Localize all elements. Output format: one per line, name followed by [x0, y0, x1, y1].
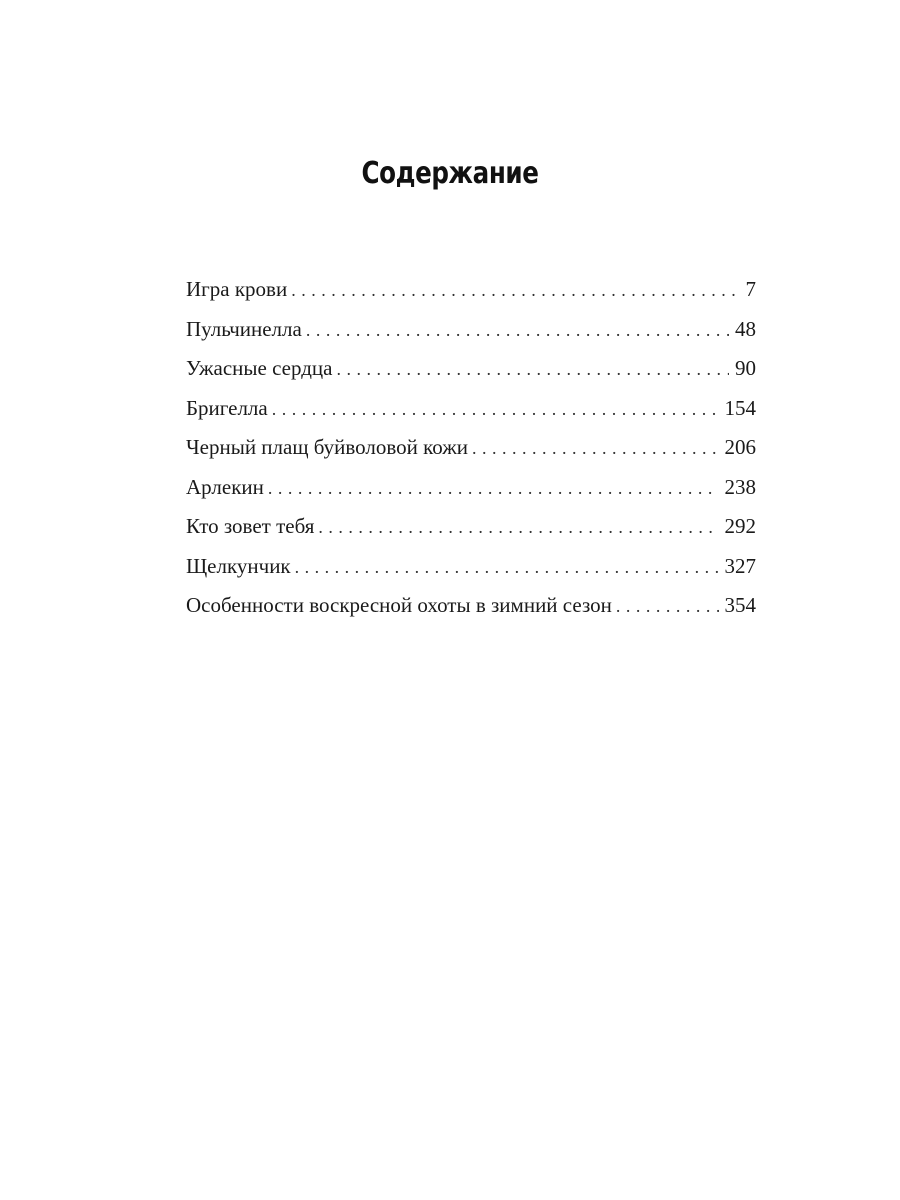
toc-entry — [186, 547, 756, 587]
toc-entry-page: 48 — [735, 316, 756, 341]
toc-entry-page: 238 — [724, 474, 756, 499]
toc-entry-title: Кто зовет тебя — [186, 514, 315, 538]
toc-entry-page: 327 — [724, 553, 756, 578]
toc-entry-title: Щелкунчик — [186, 553, 291, 578]
dot-leader — [291, 271, 739, 311]
table-of-contents — [186, 270, 756, 626]
toc-entry-title: Особенности воскресной охоты в зимний сезон — [186, 593, 612, 617]
toc-entry — [186, 428, 756, 468]
toc-entry — [186, 507, 756, 547]
toc-entry-title: Арлекин — [186, 474, 264, 499]
dot-leader — [616, 587, 719, 627]
dot-leader — [318, 508, 718, 548]
dot-leader — [295, 548, 719, 588]
toc-entry-page: 154 — [724, 395, 756, 420]
page-title: Содержание — [361, 156, 539, 191]
dot-leader — [472, 429, 719, 469]
toc-entry-page: 206 — [724, 435, 756, 459]
toc-entry-page: 354 — [724, 593, 756, 617]
toc-entry — [186, 310, 756, 350]
toc-entry-title: Пульчинелла — [186, 316, 302, 341]
toc-entry — [186, 468, 756, 508]
toc-entry-page: 90 — [735, 356, 756, 380]
dot-leader — [336, 350, 729, 390]
dot-leader — [272, 390, 719, 430]
toc-entry — [186, 349, 756, 389]
toc-entry — [186, 270, 756, 310]
toc-entry-page: 292 — [724, 514, 756, 538]
toc-entry-title: Ужасные сердца — [186, 356, 333, 380]
toc-entry — [186, 586, 756, 626]
toc-entry-page: 7 — [745, 277, 756, 301]
toc-entry-title: Черный плащ буйволовой кожи — [186, 435, 468, 459]
toc-entry — [186, 389, 756, 429]
dot-leader — [306, 311, 729, 351]
toc-entry-title: Игра крови — [186, 277, 288, 301]
dot-leader — [268, 469, 719, 509]
toc-entry-title: Бригелла — [186, 395, 268, 420]
